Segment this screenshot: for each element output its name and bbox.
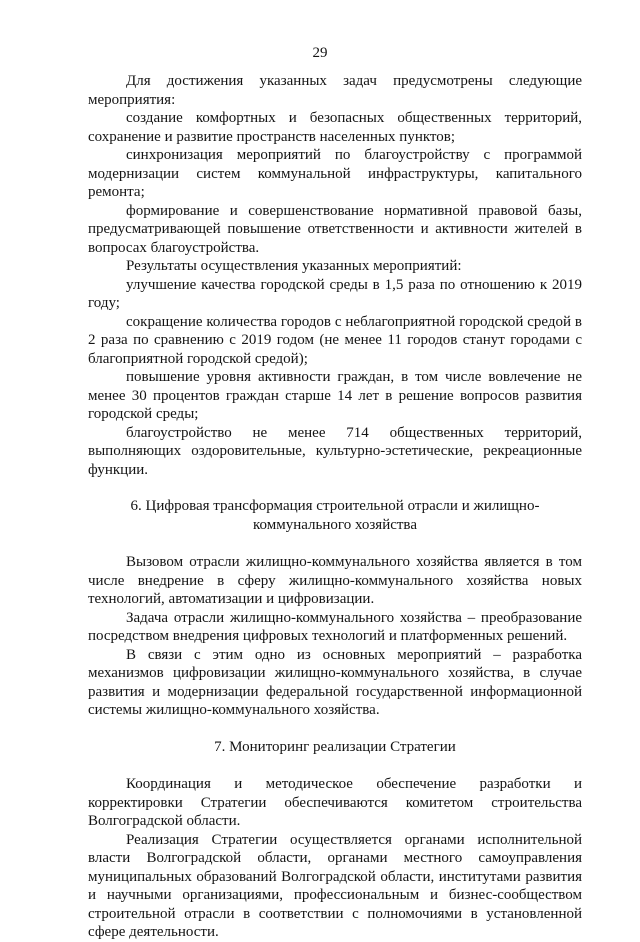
- paragraph: Задача отрасли жилищно-коммунального хозяйства – преобразование посредством внедрения цифровых технологий и платформенных решений.: [88, 609, 582, 644]
- paragraph: сокращение количества городов с неблагоприятной городской средой в 2 раза по сравнению с 2019 годом (не менее 11 городов станут городами с благоприятной городской средой);: [88, 313, 582, 367]
- paragraph: Результаты осуществления указанных мероприятий:: [126, 258, 462, 274]
- paragraph: Реализация Стратегии осуществляется органами исполнительной власти Волгоградской области, органами местного самоуправления муниципальных образований Волгоградской области, институтами развития и научными организациями, профессиональным и бизнес-сообществом строительной отрасли в соответствии с полномочиями в установленной сфере деятельности.: [88, 831, 582, 940]
- section-heading-7: 7. Мониторинг реализации Стратегии: [214, 738, 456, 755]
- paragraph: создание комфортных и безопасных общественных территорий, сохранение и развитие пространств населенных пунктов;: [88, 110, 582, 145]
- page-number: 29: [312, 45, 328, 61]
- paragraph: благоустройство не менее 714 общественных территорий, выполняющих оздоровительные, культурно-эстетические, рекреационные функции.: [88, 424, 582, 478]
- paragraph: Координация и методическое обеспечение разработки и корректировки Стратегии обеспечиваются комитетом строительства Волгоградской области.: [88, 776, 582, 829]
- paragraph: Вызовом отрасли жилищно-коммунального хозяйства является в том числе внедрение в сферу жилищно-коммунального хозяйства новых технологий, автоматизации и цифровизации.: [88, 554, 582, 607]
- paragraph: В связи с этим одно из основных мероприятий – разработка механизмов цифровизации жилищно-коммунального хозяйства, в случае развития и модернизации федеральной государственной информационной системы жилищно-коммунального хозяйства.: [88, 646, 582, 718]
- paragraph: Для достижения указанных задач предусмотрены следующие мероприятия:: [88, 73, 582, 108]
- paragraph: улучшение качества городской среды в 1,5 раза по отношению к 2019 году;: [88, 276, 582, 311]
- paragraph: повышение уровня активности граждан, в том числе вовлечение не менее 30 процентов граждан старше 14 лет в решение вопросов развития городской среды;: [88, 369, 582, 422]
- paragraph: синхронизация мероприятий по благоустройству с программой модернизации систем коммунальной инфраструктуры, капитального ремонта;: [88, 147, 582, 200]
- page-content: [88, 72, 582, 942]
- section-heading-6: 6. Цифровая трансформация строительной отрасли и жилищно-коммунального хозяйства: [130, 498, 540, 533]
- paragraph: формирование и совершенствование нормативной правовой базы, предусматривающей повышение ответственности и активности жителей в вопросах благоустройства.: [88, 202, 582, 256]
